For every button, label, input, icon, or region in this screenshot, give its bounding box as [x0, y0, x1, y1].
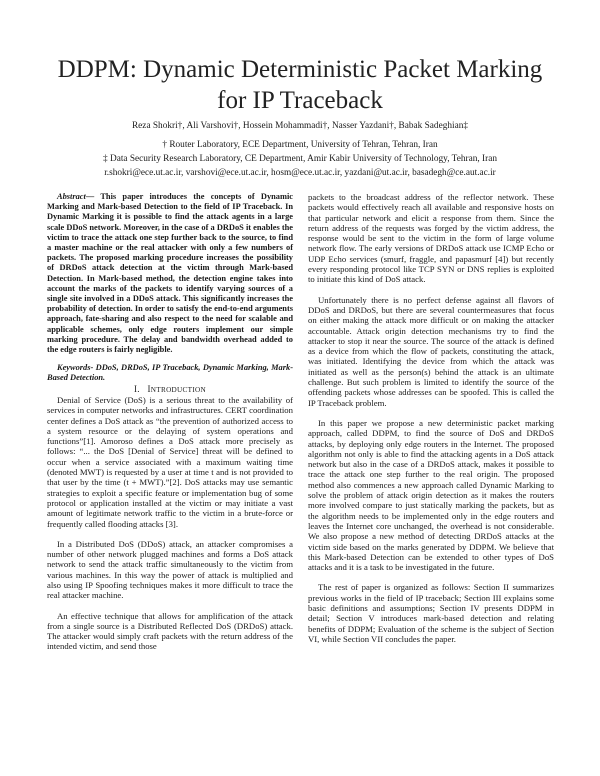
intro-paragraph-5: In this paper we propose a new deterministic packet marking approach, called DDPM, to find the source of DoS and DRDoS attacks, by deploying only edge routers in the Internet. The proposed algorithm not only is able to find the attacking agents in a DoS attack network but also in the case of a DRDoS attack, makes it possible to trace the attack one step further to the real origin. The proposed method also commences a new approach called Dynamic Marking to solve the problem of attack origin detection as it makes the routers more involved compare to just statically marking the packets, but as the algorithm needs to be implemented only in the edge routers and leaves the Internet core unchanged, the overhead is not considerable. We also propose a new method of detecting DRDoS attacks at the victim side based on the marks generated by DDPM. We believe that this Mark-based Detection can be extended to other types of DoS attacks and it is a task to be investigated in the future. — [308, 417, 554, 573]
affiliation-data-security-lab: ‡ Data Security Research Laboratory, CE Department, Amir Kabir University of Technology, Tehran, Iran — [103, 154, 497, 164]
author-list: Reza Shokri†, Ali Varshovi†, Hossein Mohammadi†, Nasser Yazdani†, Babak Sadeghian‡ — [131, 121, 469, 131]
affiliation-router-lab: † Router Laboratory, ECE Department, University of Tehran, Tehran, Iran — [162, 140, 438, 150]
right-column — [308, 192, 554, 644]
intro-paragraph-3-continued: packets to the broadcast address of the reflector network. These packets would effectively reach all available and responsive hosts on that particular network and elicit a response from them. Since the return address of the requests was forged by the victim address, the response would be sent to the victim in the form of large volume network flow. The early versions of DRDoS attack use ICMP Echo or UDP Echo services (smurf, fraggle, and papasmurf [4]) but recently every responding protocol like TCP SYN or DNS replies is exploited to initiate this kind of DoS attack. — [308, 192, 554, 285]
intro-paragraph-2: In a Distributed DoS (DDoS) attack, an attacker compromises a number of other network plugged machines and forms a DoS attack network to send the attack traffic simultaneously to the victim from various machines. In this way the power of attack is multiplied and also using IP Spoofing techniques makes it more difficult to trace the real attacker machine. — [47, 538, 293, 601]
abstract-text: This paper introduces the concepts of Dynamic Marking and Mark-based Detection to the field of IP Traceback. In Dynamic Marking it is possible to find the attack agents in a large scale DDoS network. Moreover, in the case of a DRDoS it enables the victim to trace the attack one step further back to the source, to find a master machine or the real attacker with only a few numbers of packets. The proposed marking procedure increases the possibility of DRDoS attack detection at the victim through Mark-based Detection. In Mark-based method, the detection engine takes into account the marks of the packets to identify varying sources of a single site involved in a DDoS attack. This significantly increases the probability of detection. In order to satisfy the end-to-end arguments approach, fate-sharing and also respect to the need for scalable and applicable schemes, only edge routers implement our simple marking procedure. The delay and bandwidth overhead added to the edge routers is fairly negligible. — [47, 192, 293, 355]
paper-title: DDPM: Dynamic Deterministic Packet Marking for IP Traceback — [57, 56, 543, 114]
section-heading-introduction — [47, 384, 293, 395]
intro-paragraph-3: An effective technique that allows for amplification of the attack from a single source is a Distributed Reflected DoS (DRDoS) attack. The attacker would simply craft packets with the return address of the intended victim, and send those — [47, 610, 293, 652]
abstract-label: Abstract— — [57, 192, 95, 201]
left-column — [47, 192, 293, 652]
intro-paragraph-6: The rest of paper is organized as follows: Section II summarizes previous works in the field of IP traceback; Section III explains some basic definitions and assumptions; Section IV presents DDPM in detail; Section V introduces mark-based detection and relating benefits of DDPM; Evaluation of the scheme is the subject of Section VI, while Section VII concludes the paper. — [308, 582, 554, 644]
keywords: Keywords- DDoS, DRDoS, IP Traceback, Dynamic Marking, Mark-Based Detection. — [47, 363, 293, 383]
author-emails: r.shokri@ece.ut.ac.ir, varshovi@ece.ut.ac.ir, hosm@ece.ut.ac.ir, yazdani@ut.ac.ir, basadegh@ce.aut.ac.ir — [104, 168, 496, 178]
section-title-rest: NTRODUCTION — [150, 385, 207, 394]
section-title-initial: I — [147, 383, 151, 394]
intro-paragraph-4: Unfortunately there is no perfect defense against all flavors of DDoS and DRDoS, but there are several countermeasures that focus on either making the attack more difficult or on making the attacker accountable. Attack origin detection mechanisms try to find the attacker to stop it near the source. The source of the attack is defined as a device from which the flow of packets, constituting the attack, was initiated. Identifying the device from which the attack was initiated as well as the person(s) behind the attack is an ultimate challenge. But such problem is limited to identify the source of the offending packets whose addresses can be spoofed. This is called the IP Traceback problem. — [308, 294, 554, 408]
intro-paragraph-1: Denial of Service (DoS) is a serious threat to the availability of services in computer networks and infrastructures. CERT coordination center defines a DoS attack as “the prevention of authorized access to a system resource or the delaying of system operations and functions”[1]. Amoroso defines a DoS attack more precisely as follows: “... the DoS [Denial of Service] threat will be defined to occur when a service associated with a maximum waiting time (denoted MWT) is requested by a user at time t and is not provided to that user by the time (t + MWT).”[2]. DoS attacks may use semantic strategies to exploit a specific feature or implementation bug of some protocol or application installed at the victim or may initiate a vast amount of legitimate network traffic to the victim in a brute-force or frequently called flooding attacks [3]. — [47, 394, 293, 529]
abstract — [47, 192, 293, 355]
section-numeral: I. — [133, 383, 140, 394]
